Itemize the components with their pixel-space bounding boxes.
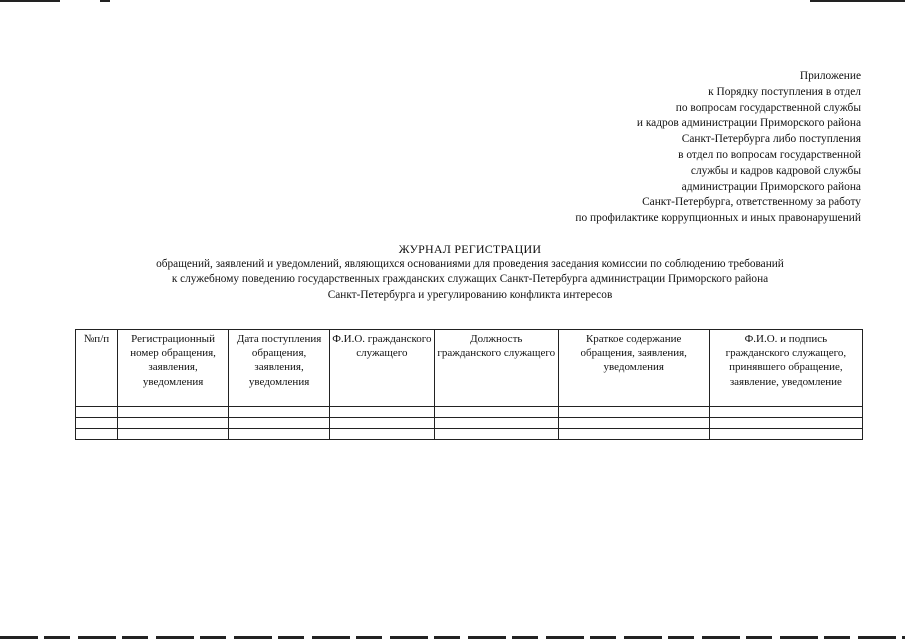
table-cell bbox=[229, 418, 330, 429]
table-cell bbox=[117, 418, 228, 429]
journal-subtitle-line: к служебному поведению государственных гражданских служащих Санкт-Петербурга администрации Приморского района bbox=[171, 273, 769, 286]
appendix-line: по вопросам государственной службы bbox=[675, 101, 861, 114]
table-cell bbox=[709, 429, 862, 440]
header-employee-position: Должность гражданского служащего bbox=[434, 330, 558, 407]
table-cell bbox=[329, 407, 434, 418]
scan-edge-top-left bbox=[0, 0, 60, 2]
table-header-row bbox=[76, 330, 863, 407]
appendix-line: и кадров администрации Приморского района bbox=[636, 117, 861, 130]
table-cell bbox=[229, 407, 330, 418]
scan-edge-bottom bbox=[0, 636, 905, 639]
table-cell bbox=[76, 418, 118, 429]
appendix-line: по профилактике коррупционных и иных правонарушений bbox=[575, 212, 861, 225]
appendix-line: Санкт-Петербурга, ответственному за работу bbox=[642, 196, 861, 209]
table-cell bbox=[76, 429, 118, 440]
scan-edge-top-mid bbox=[100, 0, 110, 2]
table-cell bbox=[434, 429, 558, 440]
header-registration-number: Регистрационный номер обращения, заявления, уведомления bbox=[117, 330, 228, 407]
table-cell bbox=[229, 429, 330, 440]
journal-title-block bbox=[70, 242, 870, 303]
appendix-line: Приложение bbox=[799, 70, 861, 82]
table-cell bbox=[434, 407, 558, 418]
table-row bbox=[76, 407, 863, 418]
table-cell bbox=[76, 407, 118, 418]
journal-subtitle-line: обращений, заявлений и уведомлений, являющихся основаниями для проведения заседания комиссии по соблюдению требований bbox=[156, 258, 784, 271]
appendix-line: к Порядку поступления в отдел bbox=[708, 85, 861, 98]
table-row bbox=[76, 418, 863, 429]
appendix-line: службы и кадров кадровой службы bbox=[690, 164, 861, 177]
table-row bbox=[76, 429, 863, 440]
appendix-line: Санкт-Петербурга либо поступления bbox=[681, 133, 861, 146]
table-cell bbox=[709, 418, 862, 429]
table-cell bbox=[558, 407, 709, 418]
header-employee-name: Ф.И.О. гражданского служащего bbox=[329, 330, 434, 407]
table-cell bbox=[434, 418, 558, 429]
scan-edge-top-right bbox=[810, 0, 905, 2]
table-cell bbox=[329, 418, 434, 429]
table-cell bbox=[117, 407, 228, 418]
header-receipt-date: Дата поступления обращения, заявления, уведомления bbox=[229, 330, 330, 407]
header-summary: Краткое содержание обращения, заявления, уведомления bbox=[558, 330, 709, 407]
table-cell bbox=[558, 418, 709, 429]
table-cell bbox=[117, 429, 228, 440]
table-cell bbox=[709, 407, 862, 418]
table-cell bbox=[329, 429, 434, 440]
registration-journal-table bbox=[75, 329, 863, 440]
appendix-line: администрации Приморского района bbox=[681, 180, 861, 193]
appendix-block bbox=[501, 69, 861, 227]
table-cell bbox=[558, 429, 709, 440]
header-receiver-signature: Ф.И.О. и подпись гражданского служащего, принявшего обращение, заявление, уведомление bbox=[709, 330, 862, 407]
appendix-line: в отдел по вопросам государственной bbox=[678, 148, 861, 161]
header-number: №п/п bbox=[76, 330, 118, 407]
journal-title: ЖУРНАЛ РЕГИСТРАЦИИ bbox=[398, 242, 542, 256]
journal-subtitle-line: Санкт-Петербурга и урегулированию конфликта интересов bbox=[327, 288, 613, 301]
